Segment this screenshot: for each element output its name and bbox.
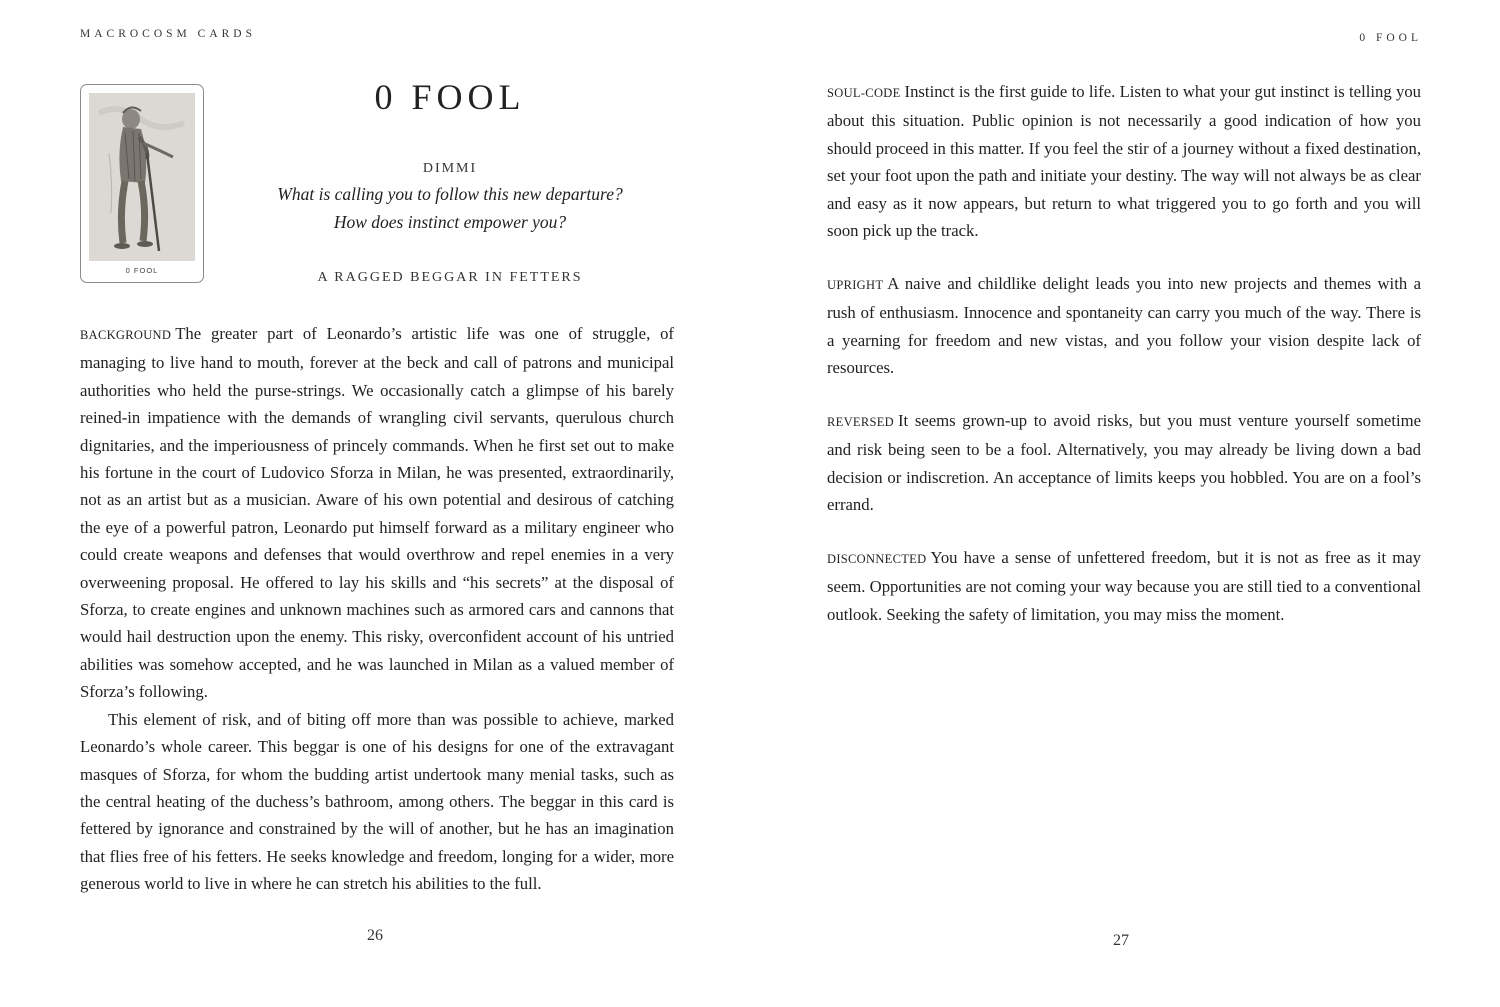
upright-section	[827, 270, 1421, 382]
tarot-card	[80, 84, 204, 283]
paragraph-text: The greater part of Leonardo’s artistic life was one of struggle, of managing to live hand to mouth, forever at the beck and call of patrons and municipal authorities who held the purse-strings. We occasionally catch a glimpse of his barely reined-in impatience with the demands of wrangling civil servants, querulous church dignitaries, and the imperiousness of princely commands. When he first set out to make his fortune in the court of Ludovico Sforza in Milan, he was presented, extraordinarily, not as an artist but as a musician. Aware of his own potential and desirous of catching the eye of a powerful patron, Leonardo put himself forward as a military engineer who could create weapons and defenses that would overthrow and repel enemies in a very overweening proposal. He offered to lay his skills and “his secrets” at the disposal of Sforza, to create engines and unknown machines such as armored cars and cannons that would hail destruction upon the enemy. This risky, overconfident account of his untried abilities was somehow accepted, and he was launched in Milan as a valued member of Sforza’s following.	[80, 324, 674, 702]
soul-code-section	[827, 78, 1421, 244]
card-illustration	[89, 93, 195, 261]
section-label: DISCONNECTED	[827, 552, 927, 566]
pencil-sketch-ragged-beggar-icon	[89, 93, 195, 261]
section-label: REVERSED	[827, 415, 894, 429]
disconnected-section	[827, 544, 1421, 628]
page-number: 26	[367, 927, 383, 944]
section-label: UPRIGHT	[827, 278, 884, 292]
background-paragraph	[80, 320, 674, 706]
dimmi-question: What is calling you to follow this new departure?	[277, 184, 623, 204]
page-number: 27	[1113, 932, 1129, 949]
reversed-section	[827, 407, 1421, 519]
paragraph-text: You have a sense of unfettered freedom, but it is not as free as it may seem. Opportunities are not coming your way because you are still tied to a conventional outlook. Seeking the safety of limitation, you may miss the moment.	[827, 548, 1421, 624]
section-label: BACKGROUND	[80, 328, 172, 342]
paragraph-text: Instinct is the first guide to life. Listen to what your gut instinct is telling you about this situation. Public opinion is not necessarily a good indication of how you should proceed in this matter. If you feel the stir of a journey without a fixed destination, set your foot upon the path and initiate your destiny. The way will not always be as clear and easy as it now appears, but return to what triggered you to go forth and you will soon pick up the track.	[827, 82, 1421, 241]
background-section	[80, 320, 674, 898]
dimmi-heading: DIMMI	[422, 161, 478, 176]
running-head: 0 FOOL	[1359, 32, 1422, 44]
page-title: 0 FOOL	[374, 77, 526, 117]
card-label: 0 FOOL	[125, 266, 159, 275]
section-label: SOUL-CODE	[827, 86, 901, 100]
background-paragraph: This element of risk, and of biting off more than was possible to achieve, marked Leonardo’s whole career. This beggar is one of his designs for one of the extravagant masques of Sforza, for whom the budding artist undertook many menial tasks, such as the central heating of the duchess’s bathroom, among others. The beggar in this card is fettered by ignorance and constrained by the will of another, but he has an imagination that flies free of his fetters. He seeks knowledge and freedom, longing for a wider, more generous world to live in where he can stretch his abilities to the full.	[80, 709, 674, 894]
paragraph-text: A naive and childlike delight leads you into new projects and themes with a rush of enthusiasm. Innocence and spontaneity can carry you much of the way. There is a yearning for freedom and new vistas, and you follow your vision despite lack of resources.	[827, 274, 1421, 378]
paragraph-text: It seems grown-up to avoid risks, but you must venture yourself sometime and risk being seen to be a fool. Alternatively, you may already be living down a bad decision or indiscretion. An acceptance of limits keeps you hobbled. You are on a fool’s errand.	[827, 411, 1421, 515]
running-head: MACROCOSM CARDS	[80, 28, 256, 40]
right-page	[750, 0, 1500, 1007]
card-subtitle: A RAGGED BEGGAR IN FETTERS	[317, 270, 583, 285]
dimmi-question: How does instinct empower you?	[333, 212, 567, 232]
